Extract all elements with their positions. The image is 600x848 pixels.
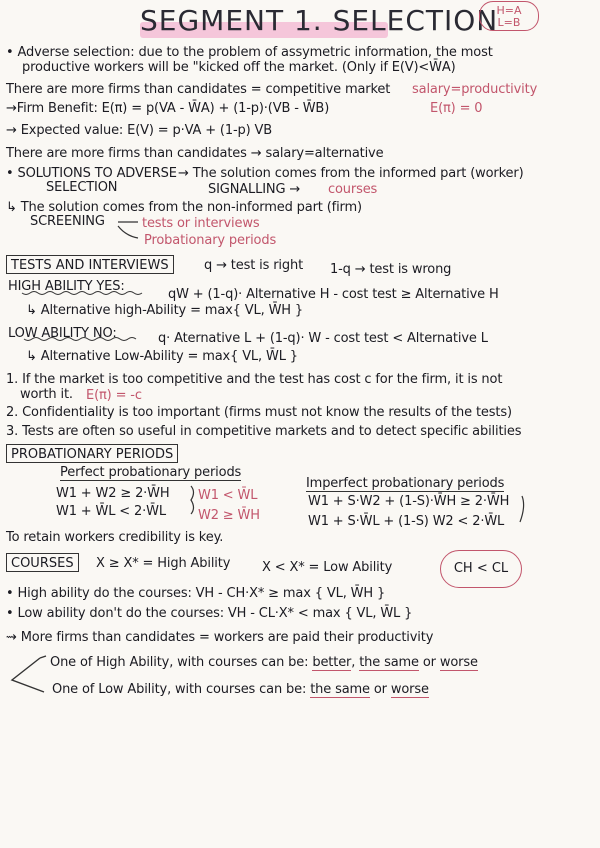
tests-note-1a: 1. If the market is too competitive and the test has cost c for the firm, it is not: [6, 372, 503, 387]
solutions-screening: SCREENING: [30, 214, 105, 229]
solutions-informed-part: → The solution comes from the informed part (worker): [178, 166, 524, 181]
intro-line-1: • Adverse selection: due to the problem of assymetric information, the most: [6, 45, 493, 60]
high-ability-equation: qW + (1-q)· Alternative H - cost test ≥ Alternative H: [168, 287, 499, 302]
tests-note-2: 2. Confidentiality is too important (firms must not know the results of the tests): [6, 405, 512, 420]
intro-line-6: There are more firms than candidates → salary=alternative: [6, 146, 384, 161]
intro-line-2: productive workers will be "kicked off the market. (Only if E(V)<W̄A): [22, 60, 456, 75]
solutions-non-informed-part: ↳ The solution comes from the non-informed part (firm): [6, 200, 362, 215]
courses-high-line: [50, 655, 478, 670]
tests-q-wrong: 1-q → test is wrong: [330, 262, 452, 277]
imperfect-eq-2: W1 + S·W̄L + (1-S) W2 < 2·W̄L: [308, 514, 505, 529]
courses-low-worse: worse: [390, 682, 429, 697]
low-ability-alternative: ↳ Alternative Low-Ability = max{ VL, W̄L }: [26, 349, 298, 364]
probation-heading: PROBATIONARY PERIODS: [6, 444, 178, 463]
perfect-probation-title: Perfect probationary periods: [60, 465, 242, 480]
tests-note-1-profit: E(π) = -c: [86, 388, 142, 403]
courses-high-same: the same: [359, 655, 419, 670]
courses-low-same: the same: [310, 682, 370, 697]
screening-probation: Probationary periods: [144, 233, 277, 248]
tests-heading: TESTS AND INTERVIEWS: [6, 255, 174, 274]
courses-high-or: or: [422, 655, 436, 670]
courses-heading: COURSES: [6, 553, 79, 572]
courses-high-worse: worse: [439, 655, 478, 670]
legend-line-2: L=B: [497, 16, 521, 29]
legend-line-1: H=A: [496, 4, 522, 17]
imperfect-probation-title: Imperfect probationary periods: [306, 476, 505, 491]
courses-low-line: [52, 682, 429, 697]
courses-low-dont: • Low ability don't do the courses: VH - CL·X* < max { VL, W̄L }: [6, 606, 413, 621]
courses-low-text: One of Low Ability, with courses can be:: [52, 682, 307, 697]
perfect-eq-2: W1 + W̄L < 2·W̄L: [56, 504, 166, 519]
intro-line-3: There are more firms than candidates = competitive market: [6, 82, 391, 97]
intro-expected-value: → Expected value: E(V) = p·VA + (1-p) VB: [6, 123, 273, 138]
solutions-signalling: SIGNALLING →: [208, 182, 301, 197]
courses-high-definition: X ≥ X* = High Ability: [96, 556, 231, 571]
perfect-eq-1: W1 + W2 ≥ 2·W̄H: [56, 486, 170, 501]
retain-credibility: To retain workers credibility is key.: [6, 530, 224, 545]
solutions-heading-2: SELECTION: [46, 180, 118, 195]
courses-more-firms: ⇝ More firms than candidates = workers are paid their productivity: [6, 630, 434, 645]
courses-cost-oval: CH < CL: [440, 550, 522, 588]
tests-note-1b: worth it.: [20, 387, 73, 402]
courses-high-text: One of High Ability, with courses can be:: [50, 655, 309, 670]
courses-low-or: or: [373, 682, 387, 697]
perfect-eq-1-right: W1 < W̄L: [198, 488, 258, 503]
perfect-eq-2-right: W2 ≥ W̄H: [198, 508, 260, 523]
high-ability-label: HIGH ABILITY YES:: [8, 279, 125, 294]
page-title: SEGMENT 1. SELECTION: [140, 4, 499, 37]
courses-high-better: better: [312, 655, 352, 670]
legend-oval: [479, 1, 539, 31]
intro-firm-benefit: →Firm Benefit: E(π) = p(VA - W̄A) + (1-p)·(VB - W̄B): [6, 101, 330, 116]
tests-note-3: 3. Tests are often so useful in competitive markets and to detect specific abilities: [6, 424, 522, 439]
intro-salary-productivity: salary=productivity: [412, 82, 538, 97]
high-ability-alternative: ↳ Alternative high-Ability = max{ VL, W̄H }: [26, 303, 304, 318]
tests-q-right: q → test is right: [204, 258, 304, 273]
low-ability-equation: q· Aternative L + (1-q)· W - cost test < Alternative L: [158, 331, 488, 346]
low-ability-label: LOW ABILITY NO:: [8, 326, 117, 341]
solutions-heading-1: • SOLUTIONS TO ADVERSE: [6, 166, 177, 181]
intro-expected-profit-zero: E(π) = 0: [430, 101, 483, 116]
imperfect-eq-1: W1 + S·W2 + (1-S)·W̄H ≥ 2·W̄H: [308, 494, 510, 509]
courses-high-do: • High ability do the courses: VH - CH·X* ≥ max { VL, W̄H }: [6, 586, 386, 601]
courses-low-definition: X < X* = Low Ability: [262, 560, 393, 575]
screening-tests: tests or interviews: [142, 216, 260, 231]
courses-high-comma: ,: [351, 655, 356, 670]
solutions-courses: courses: [328, 182, 378, 197]
